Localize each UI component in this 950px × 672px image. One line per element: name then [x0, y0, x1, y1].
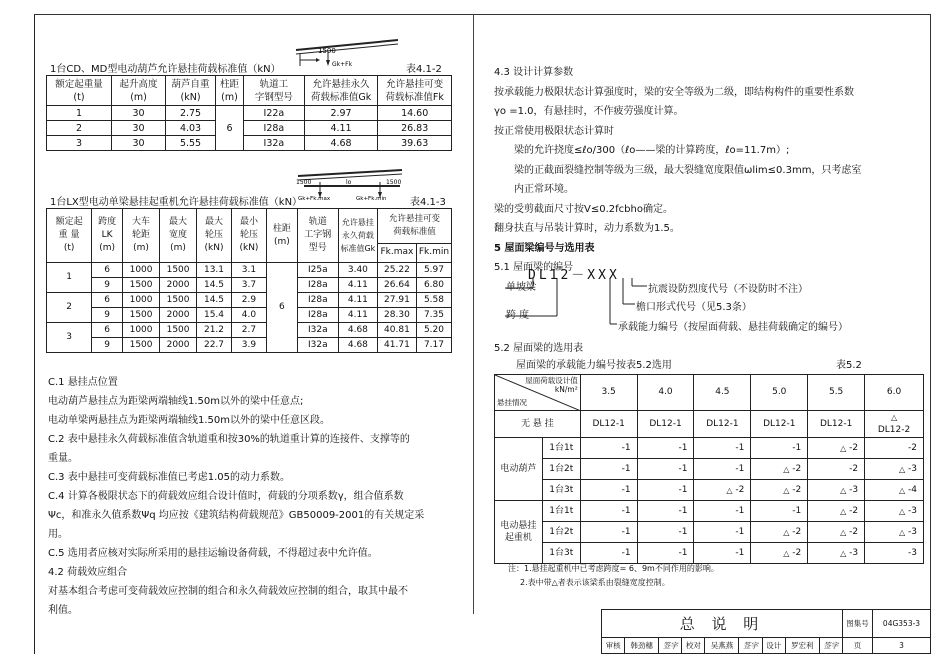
t52-table [494, 374, 924, 564]
table-cell: 1500 [160, 323, 197, 338]
table-cell: -1 [580, 438, 637, 459]
table-cell: △ -2 [751, 543, 808, 564]
table-cell: -1 [580, 459, 637, 480]
t2-diagram-dim2: lo [346, 179, 352, 186]
table-cell: 1台2t [542, 459, 580, 480]
table-cell: 4.11 [338, 308, 377, 323]
t52-group-hoist: 电动葫芦 [495, 438, 543, 501]
table-cell: 4.5 [694, 375, 751, 411]
table-cell: 签字 [819, 637, 842, 653]
table-row [495, 480, 924, 501]
table-cell: 9 [92, 338, 123, 353]
table-cell: 2.9 [231, 293, 266, 308]
table-cell: 签字 [739, 637, 762, 653]
triangle-icon: △ [783, 527, 790, 537]
table-cell: △ -2 [808, 438, 865, 459]
table-cell: 1500 [160, 293, 197, 308]
table-cell: -1 [694, 459, 751, 480]
table-cell: 校对 [682, 637, 705, 653]
table-cell: 罗宏利 [785, 637, 819, 653]
table-cell: 6.80 [416, 278, 451, 293]
table-cell: DL12-1 [637, 411, 694, 438]
table-cell: I28a [297, 308, 338, 323]
triangle-icon: △ [840, 527, 847, 537]
table-row [495, 411, 924, 438]
triangle-icon: △ [898, 506, 906, 516]
table-cell: 30 [111, 106, 165, 121]
t2-h-fkmax: Fk.max [377, 243, 416, 262]
t2-h-fk: 允许悬挂可变 荷载标准值 [377, 209, 451, 244]
table-cell: 签字 [659, 637, 682, 653]
t2-h-maxpress: 最大 轮压 (kN) [197, 209, 232, 263]
table-cell: 22.7 [197, 338, 232, 353]
table-cell: -1 [637, 459, 694, 480]
t2-diagram-load2: Gk+Fk.min [356, 196, 387, 202]
t2-h-gk: 允许悬挂 永久荷载 标准值Gk [338, 209, 377, 263]
t52-corner: 屋面荷载设计值 kN/m² 悬挂情况 [495, 375, 581, 411]
t2-h-wheelbase: 大车 轮距 (m) [123, 209, 160, 263]
table-cell: I32a [297, 338, 338, 353]
table-cell: -1 [637, 522, 694, 543]
table-cell: 6 [92, 263, 123, 278]
table-cell: -1 [637, 438, 694, 459]
table-cell: 1台1t [542, 438, 580, 459]
t1-title: 1台CD、MD型电动葫芦允许悬挂荷载标准值（kN） [50, 64, 281, 75]
atlas-label: 图集号 [843, 610, 873, 638]
table-row [47, 263, 452, 278]
table-cell: 4.11 [338, 278, 377, 293]
triangle-icon: △ [783, 548, 790, 558]
table-cell: 4.0 [231, 308, 266, 323]
table-cell: 1500 [123, 338, 160, 353]
t1-table [46, 75, 452, 151]
table-cell: 3 [47, 323, 92, 353]
table-cell: △ DL12-2 [865, 411, 924, 438]
triangle-icon: △ [898, 485, 906, 495]
table-cell: 1台3t [542, 480, 580, 501]
table-cell: △ -4 [865, 480, 924, 501]
table-cell: 5.58 [416, 293, 451, 308]
table-cell: 2000 [160, 308, 197, 323]
table-cell: 3.7 [231, 278, 266, 293]
table-cell: -1 [580, 501, 637, 522]
code-left-1: 单坡梁 [506, 282, 536, 293]
t2-number: 表4.1-3 [410, 197, 446, 208]
table-cell: 7.17 [416, 338, 451, 353]
triangle-icon: △ [890, 413, 898, 422]
title-block-title: 总 说 明 [602, 610, 843, 638]
table-cell: 28.30 [377, 308, 416, 323]
t1-span-cell: 6 [215, 106, 243, 151]
triangle-icon: △ [840, 443, 847, 453]
triangle-icon: △ [726, 485, 733, 495]
table-cell: 1500 [123, 308, 160, 323]
table-row [495, 459, 924, 480]
table-cell: 1500 [160, 263, 197, 278]
table-cell: 41.71 [377, 338, 416, 353]
table-cell: △ -2 [751, 480, 808, 501]
table-cell: 5.5 [808, 375, 865, 411]
table-row [47, 278, 452, 293]
t1-h-weight: 葫芦自重 (kN) [166, 76, 216, 106]
table-cell: 4.0 [637, 375, 694, 411]
t2-load-diagram [294, 168, 406, 202]
table-cell: DL12-1 [694, 411, 751, 438]
table-cell: 26.83 [378, 121, 452, 136]
t52-none-label: 无 悬 挂 [495, 411, 581, 438]
table-cell: 5.97 [416, 263, 451, 278]
table-cell: △ -3 [865, 522, 924, 543]
table-cell: 4.11 [338, 293, 377, 308]
table-cell: -3 [865, 543, 924, 564]
table-cell: 2000 [160, 338, 197, 353]
table-cell: 4.11 [304, 121, 378, 136]
title-block [601, 609, 931, 654]
t1-load-diagram [292, 38, 402, 68]
t2-table [46, 208, 452, 353]
table-cell: 1 [47, 106, 112, 121]
table-cell: -1 [694, 438, 751, 459]
table-cell: 9 [92, 278, 123, 293]
table-cell: 1台1t [542, 501, 580, 522]
table-cell: 2 [47, 293, 92, 323]
table-cell: 4.03 [166, 121, 216, 136]
table-cell: 9 [92, 308, 123, 323]
t2-h-column: 柱距 (m) [266, 209, 297, 263]
table-cell: 3 [47, 136, 112, 151]
table-cell: DL12-1 [808, 411, 865, 438]
table-cell: DL12-1 [580, 411, 637, 438]
table-cell: I32a [244, 136, 305, 151]
table-cell: 1000 [123, 323, 160, 338]
table-cell: △ -2 [751, 459, 808, 480]
right-notes: 4.3 设计计算参数 按承载能力极限状态计算强度时，梁的安全等级为二级，即结构构件的重要性系数 γo =1.0，有悬挂时，不作疲劳强度计算。 按正常使用极限状态计算时 梁的允许挠度≤ℓo/300（ℓo——梁的计算跨度，ℓo=11.7m）; 梁的正截面裂缝控制等级为三级，最大裂缝宽度限值ωlim≤0.3mm，只考虑室 内正常环境。 梁的受剪截面尺寸按V≤0.2fcbho确定。 翻身扶直与吊装计算时，动力系数为1.5。 5 屋面梁编号与选用表 5.1 屋面梁的编号 [494, 67, 862, 273]
table-cell: 页 [843, 637, 873, 653]
table-cell: 15.4 [197, 308, 232, 323]
table-cell: 6 [92, 293, 123, 308]
table-cell: -1 [694, 543, 751, 564]
table-cell: 3 [873, 637, 931, 653]
table-cell: 5.0 [751, 375, 808, 411]
table-cell: 设计 [762, 637, 785, 653]
table-cell: 4.68 [338, 323, 377, 338]
table-row [495, 543, 924, 564]
left-notes: C.1 悬挂点位置 电动葫芦悬挂点为距梁两端轴线1.50m以外的梁中任意点; 电动单梁两悬挂点为距梁两端轴线1.50m以外的梁中任意区段。 C.2 表中悬挂永久荷载标准值含轨道重和按30%的轨道重计算的连接件、支撑等的 重量。 C.3 表中悬挂可变荷载标准值已考虑1.05的动力系数。 C.4 计算各极限状态下的荷载效应组合设计值时，荷载的分项系数γ，组合值系数 Ψc，和准永久值系数Ψq 均应按《建筑结构荷载规范》GB50009-2001的有关规定采 用。 C.5 选用者应核对实际所采用的悬挂运输设备荷载，不得超过表中允许值。 4.2 荷载效应组合 对基本组合考虑可变荷载效应控制的组合和永久荷载效应控制的组合，取其中最不 利值。 [48, 377, 425, 616]
table-cell: 25.22 [377, 263, 416, 278]
table-cell: 5.55 [166, 136, 216, 151]
table-cell: 审核 [602, 637, 625, 653]
table-cell: △ -2 [694, 480, 751, 501]
triangle-icon: △ [783, 485, 790, 495]
t1-h-gk: 允许悬挂永久 荷载标准值Gk [304, 76, 378, 106]
table-cell: 3.1 [231, 263, 266, 278]
table-row [495, 522, 924, 543]
table-cell: 3.9 [231, 338, 266, 353]
t1-diagram-dim: 1500 [318, 47, 336, 55]
triangle-icon: △ [840, 506, 847, 516]
table-row [47, 293, 452, 308]
table-cell: -1 [580, 480, 637, 501]
table-row [47, 106, 452, 121]
triangle-icon: △ [840, 485, 847, 495]
s52-heading: 5.2 屋面梁的选用表 [494, 343, 584, 354]
code-label-seismic: 抗震设防烈度代号（不设防时不注） [648, 284, 808, 295]
table-cell: 6.0 [865, 375, 924, 411]
s52-number: 表5.2 [836, 360, 862, 371]
table-cell: -1 [580, 543, 637, 564]
table-cell: △ -2 [808, 522, 865, 543]
t1-h-height: 起升高度 (m) [111, 76, 165, 106]
table-cell: DL12-1 [751, 411, 808, 438]
s52-sub: 屋面梁的承载能力编号按表5.2选用 [516, 360, 672, 371]
t2-column-cell: 6 [266, 263, 297, 353]
table-cell: 3.40 [338, 263, 377, 278]
table-cell: 2.7 [231, 323, 266, 338]
table-cell: -1 [637, 501, 694, 522]
t2-h-width: 最大 宽度 (m) [160, 209, 197, 263]
table-cell: 韩劲穗 [625, 637, 659, 653]
column-divider [473, 14, 474, 614]
table-row [47, 121, 452, 136]
table-cell: -2 [808, 459, 865, 480]
t2-h-capacity: 额定起 重 量 (t) [47, 209, 92, 263]
table-row [495, 501, 924, 522]
triangle-icon: △ [783, 464, 790, 474]
table-cell: -1 [637, 543, 694, 564]
table-cell: △ -3 [808, 480, 865, 501]
t1-number: 表4.1-2 [406, 64, 442, 75]
t2-h-fkmin: Fk.min [416, 243, 451, 262]
table-cell: 30 [111, 121, 165, 136]
table-cell: △ -3 [808, 543, 865, 564]
table-cell: I28a [297, 293, 338, 308]
table-cell: I25a [297, 263, 338, 278]
table-cell: -1 [580, 522, 637, 543]
table-cell: I32a [297, 323, 338, 338]
table-cell: I22a [244, 106, 305, 121]
t2-h-rail: 轨道 工字钢 型号 [297, 209, 338, 263]
t1-h-span: 柱距 (m) [215, 76, 243, 106]
table-cell: 6 [92, 323, 123, 338]
code-label-capacity: 承载能力编号（按屋面荷载、悬挂荷载确定的编号） [618, 322, 848, 333]
table-cell: 1000 [123, 293, 160, 308]
table-cell: I28a [244, 121, 305, 136]
beam-code: DL12－XXX [528, 268, 620, 283]
table-cell: -2 [865, 438, 924, 459]
table-cell: 7.35 [416, 308, 451, 323]
t52-note-1: 注：1.悬挂起重机中已考虑跨度= 6、9m不同作用的影响。 [508, 564, 719, 573]
table-cell: -1 [751, 501, 808, 522]
table-cell: I28a [297, 278, 338, 293]
triangle-icon: △ [898, 464, 906, 474]
table-cell: -1 [637, 480, 694, 501]
t1-h-fk: 允许悬挂可变 荷载标准值Fk [378, 76, 452, 106]
table-cell: 吴燕燕 [705, 637, 739, 653]
table-cell: 4.68 [338, 338, 377, 353]
table-cell: 39.63 [378, 136, 452, 151]
table-cell: 5.20 [416, 323, 451, 338]
table-cell: -1 [751, 438, 808, 459]
code-left-2: 跨 度 [506, 310, 530, 321]
table-cell: -1 [694, 522, 751, 543]
table-cell: 2.97 [304, 106, 378, 121]
table-cell: 26.64 [377, 278, 416, 293]
table-cell: △ -3 [865, 459, 924, 480]
table-cell: △ -2 [808, 501, 865, 522]
table-cell: 30 [111, 136, 165, 151]
t2-diagram-load1: Gk+Fk.max [298, 196, 331, 202]
table-cell: 3.5 [580, 375, 637, 411]
atlas-number: 04G353-3 [873, 610, 931, 638]
table-cell: 14.5 [197, 293, 232, 308]
table-cell: 1000 [123, 263, 160, 278]
t1-h-capacity: 额定起重量 (t) [47, 76, 112, 106]
code-label-eave: 檐口形式代号（见5.3条） [636, 302, 752, 313]
table-cell: 1台2t [542, 522, 580, 543]
table-cell: -1 [694, 501, 751, 522]
t2-title: 1台LX型电动单梁悬挂起重机允许悬挂荷载标准值（kN） [50, 197, 303, 208]
t1-h-rail: 轨道工 字钢型号 [244, 76, 305, 106]
table-cell: 40.81 [377, 323, 416, 338]
table-cell: 14.5 [197, 278, 232, 293]
table-cell: 2 [47, 121, 112, 136]
t2-h-span: 跨度 LK (m) [92, 209, 123, 263]
t2-diagram-dim1: 1500 [296, 179, 312, 186]
table-row [47, 308, 452, 323]
table-cell: 1500 [123, 278, 160, 293]
table-cell: 14.60 [378, 106, 452, 121]
table-cell: 21.2 [197, 323, 232, 338]
table-row [47, 338, 452, 353]
table-cell: 27.91 [377, 293, 416, 308]
table-cell: 4.68 [304, 136, 378, 151]
t2-diagram-dim3: 1500 [386, 179, 402, 186]
table-cell: 1台3t [542, 543, 580, 564]
t1-diagram-load: Gk+Fk [332, 61, 353, 68]
table-row [47, 136, 452, 151]
table-cell: 13.1 [197, 263, 232, 278]
table-row [495, 438, 924, 459]
table-cell: △ -3 [865, 501, 924, 522]
table-cell: 2000 [160, 278, 197, 293]
table-cell: 1 [47, 263, 92, 293]
t52-note-2: 2.表中带△者表示该梁系由裂缝宽度控制。 [520, 578, 670, 587]
triangle-icon: △ [840, 548, 847, 558]
triangle-icon: △ [898, 527, 906, 537]
t2-h-minpress: 最小 轮压 (kN) [231, 209, 266, 263]
table-row [47, 323, 452, 338]
table-cell: 2.75 [166, 106, 216, 121]
t52-group-crane: 电动悬挂 起重机 [495, 501, 543, 564]
table-cell: △ -2 [751, 522, 808, 543]
